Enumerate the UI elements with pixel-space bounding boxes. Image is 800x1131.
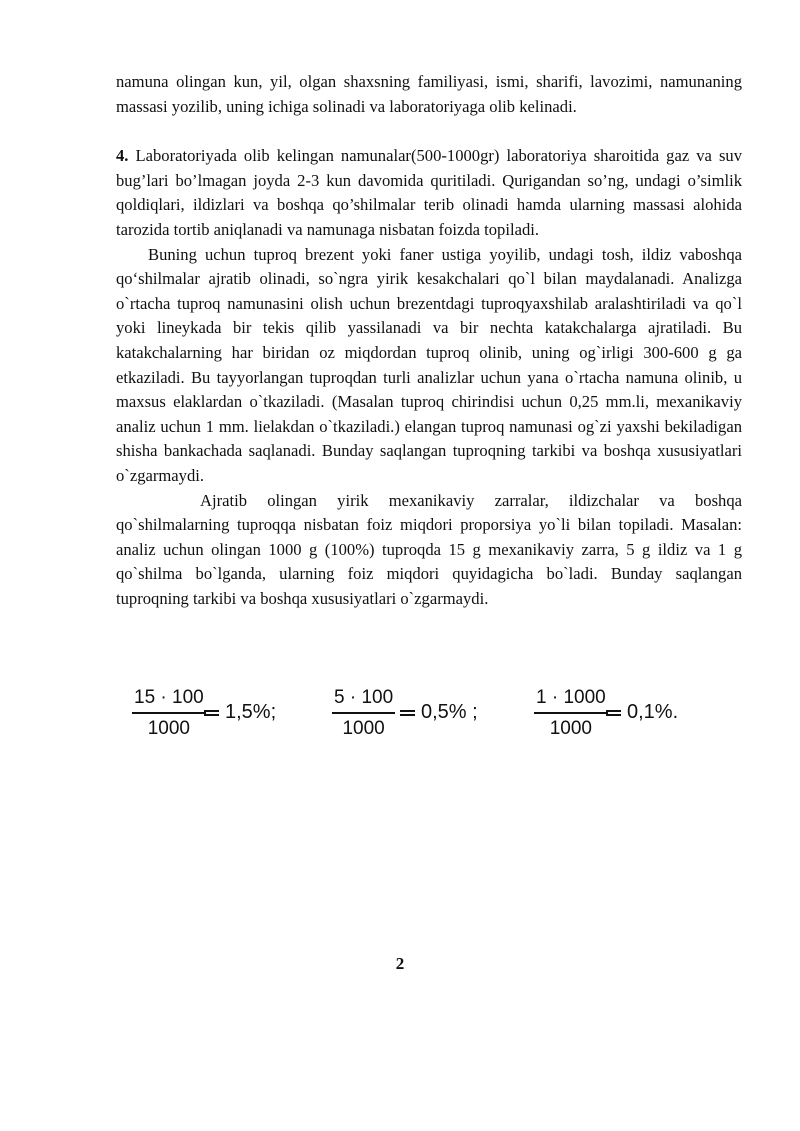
formula-2-fraction [332,686,395,741]
document-body [116,70,742,611]
paragraph-1: namuna olingan kun, yil, olgan shaxsning familiyasi, ismi, sharifi, lavozimi, namunaning massasi yozilib, uning ichiga solinadi va laboratoriyaga olib kelinadi. [116,72,742,116]
formula-2-denominator: 1000 [342,718,385,739]
item-number: 4. [116,146,129,166]
paragraph-2-text: Laboratoriyada olib kelingan namunalar(500-1000gr) laboratoriya sharoitida gaz va suv bug’lari bo’lmagan joyda 2-3 kun davomida quritiladi. Qurigandan so’ng, undagi o’simlik qoldiqlari, ildizlari va boshqa qo’shilmalar terib olinadi hamda ularning massasi alohida tarozida tortib aniqlanadi va namunaga nisbatan foizda topiladi. [116,146,742,239]
formula-3-result [606,700,678,724]
paragraph-3: Buning uchun tuproq brezent yoki faner ustiga yoyilib, undagi tosh, ildiz vaboshqa qo‘shilmalar ajratib olinadi, so`ngra yirik kesakchalari qo`l bilan maydalanadi. Analizga o`rtacha tuproq namunasini olish uchun brezentdagi tuproqyaxshilab aralashtiriladi va qo`l yoki lineykada bir tekis qilib yassilanadi va bir nechta katakchalarga ajratiladi. Bu katakchalarning har biridan oz miqdordan tuproq olinib, uning og`irligi 300-600 g ga etkaziladi. Bu tayyorlangan tuproqdan turli analizlar uchun yana o`rtacha namuna olinib, u maxsus elaklardan o`tkaziladi. (Masalan tuproq chirindisi uchun 0,25 mm.li, mexanikaviy analiz uchun 1 mm. lielakdan o`tkaziladi.) elangan tuproq namunasi og`zi yaxshi bekiladigan shisha bankachada saqlanadi. Bunday saqlangan tuproqning tarkibi va boshqa xususiyatlari o`zgarmaydi. [116,244,742,485]
formula-1-denominator: 1000 [147,718,190,739]
equals-sign [204,710,219,716]
page-number: 2 [395,954,405,973]
paragraph-gap [116,119,742,144]
formula-1-result-text: 1,5%; [225,701,277,723]
formula-2-result-text: 0,5% ; [421,701,478,723]
formula-3-numerator: 1 · 1000 [536,687,606,708]
paragraph-4: Ajratib olingan yirik mexanikaviy zarralar, ildizchalar va boshqa qo`shilmalarning tuproqqa nisbatan foiz miqdori proporsiya yo`li bilan topiladi. Masalan: analiz uchun olingan 1000 g (100%) tuproqda 15 g mexanikaviy zarra, 5 g ildiz va 1 g qo`shilma bo`lganda, ularning foiz miqdori quyidagicha bo`ladi. Bunday saqlangan tuproqning tarkibi va boshqa xususiyatlari o`zgarmaydi. [116,490,742,608]
equals-sign [606,710,621,716]
formula-1-numerator: 15 · 100 [134,687,204,708]
formula-3-fraction [534,686,608,741]
formula-2-result [400,700,478,724]
fraction-bar [132,712,206,714]
formula-1-result [204,700,276,724]
formula-row [132,686,732,746]
fraction-bar [534,712,608,714]
formula-2-numerator: 5 · 100 [334,687,394,708]
formula-3-denominator: 1000 [549,718,592,739]
formula-1-fraction [132,686,206,741]
equals-sign [400,710,415,716]
formula-3-result-text: 0,1%. [627,701,679,723]
paragraph-2 [116,144,742,242]
fraction-bar [332,712,395,714]
